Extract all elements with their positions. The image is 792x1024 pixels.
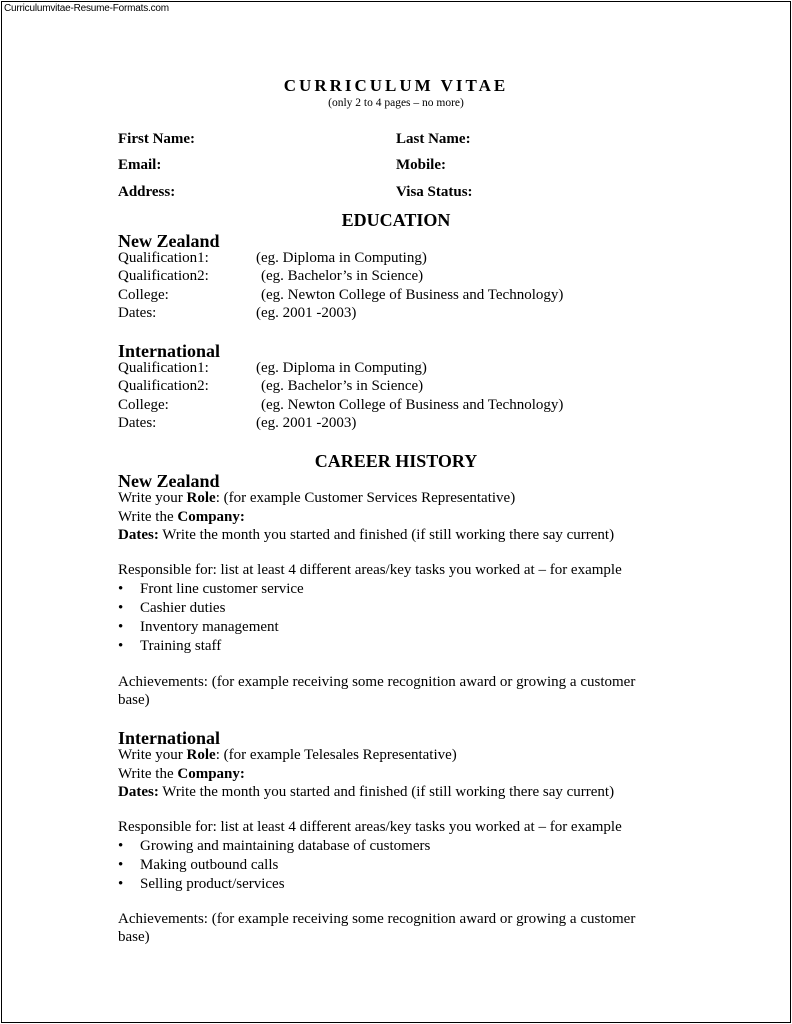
- bullet-glyph: •: [118, 638, 124, 654]
- career-intl-achievements-line1: Achievements: (for example receiving some recognition award or growing a customer: [118, 911, 636, 927]
- career-nz-achievements-line2: base): [118, 692, 150, 708]
- bullet-glyph: •: [118, 838, 124, 854]
- address-label: Address:: [118, 184, 176, 200]
- career-intl-achievements-line2: base): [118, 929, 150, 945]
- career-nz-company-line: Write the Company:: [118, 509, 245, 525]
- edu-nz-qualification1-value: (eg. Diploma in Computing): [256, 250, 427, 266]
- edu-intl-qualification2-label: Qualification2:: [118, 378, 209, 394]
- bullet-glyph: •: [118, 857, 124, 873]
- edu-intl-qualification2-value: (eg. Bachelor’s in Science): [261, 378, 424, 394]
- last-name-label: Last Name:: [396, 131, 471, 147]
- bullet-glyph: •: [118, 581, 124, 597]
- career-nz-dates-line: Dates: Write the month you started and finished (if still working there say current): [118, 527, 615, 543]
- career-intl-heading: International: [118, 728, 221, 748]
- bullet-glyph: •: [118, 600, 124, 616]
- edu-nz-qualification2-value: (eg. Bachelor’s in Science): [261, 268, 424, 284]
- career-nz-achievements-line1: Achievements: (for example receiving some recognition award or growing a customer: [118, 674, 636, 690]
- edu-intl-dates-label: Dates:: [118, 415, 157, 431]
- email-label: Email:: [118, 157, 162, 173]
- education-heading: EDUCATION: [341, 210, 451, 230]
- edu-intl-qualification1-value: (eg. Diploma in Computing): [256, 360, 427, 376]
- document-subtitle: (only 2 to 4 pages – no more): [328, 97, 464, 109]
- career-intl-responsible-line: Responsible for: list at least 4 different areas/key tasks you worked at – for example: [118, 819, 622, 835]
- visa-status-label: Visa Status:: [396, 184, 473, 200]
- watermark-text: Curriculumvitae-Resume-Formats.com: [4, 3, 169, 14]
- career-intl-company-line: Write the Company:: [118, 766, 245, 782]
- edu-nz-qualification2-label: Qualification2:: [118, 268, 209, 284]
- edu-intl-dates-value: (eg. 2001 -2003): [256, 415, 357, 431]
- education-intl-heading: International: [118, 341, 221, 361]
- career-nz-responsible-line: Responsible for: list at least 4 different areas/key tasks you worked at – for example: [118, 562, 622, 578]
- edu-intl-college-label: College:: [118, 397, 169, 413]
- edu-nz-dates-label: Dates:: [118, 305, 157, 321]
- edu-nz-dates-value: (eg. 2001 -2003): [256, 305, 357, 321]
- edu-intl-qualification1-label: Qualification1:: [118, 360, 209, 376]
- bullet-glyph: •: [118, 619, 124, 635]
- edu-intl-college-value: (eg. Newton College of Business and Technology): [261, 397, 564, 413]
- list-item: Growing and maintaining database of customers: [140, 838, 431, 854]
- career-nz-role-line: Write your Role: (for example Customer Services Representative): [118, 490, 516, 506]
- mobile-label: Mobile:: [396, 157, 446, 173]
- list-item: Cashier duties: [140, 600, 226, 616]
- career-nz-heading: New Zealand: [118, 471, 220, 491]
- document-title: CURRICULUM VITAE: [283, 76, 509, 95]
- first-name-label: First Name:: [118, 131, 196, 147]
- list-item: Inventory management: [140, 619, 279, 635]
- list-item: Making outbound calls: [140, 857, 279, 873]
- edu-nz-qualification1-label: Qualification1:: [118, 250, 209, 266]
- career-intl-role-line: Write your Role: (for example Telesales Representative): [118, 747, 457, 763]
- list-item: Selling product/services: [140, 876, 285, 892]
- bullet-glyph: •: [118, 876, 124, 892]
- edu-nz-college-value: (eg. Newton College of Business and Technology): [261, 287, 564, 303]
- career-intl-dates-line: Dates: Write the month you started and finished (if still working there say current): [118, 784, 615, 800]
- list-item: Front line customer service: [140, 581, 304, 597]
- list-item: Training staff: [140, 638, 222, 654]
- edu-nz-college-label: College:: [118, 287, 169, 303]
- career-history-heading: CAREER HISTORY: [314, 451, 478, 471]
- education-nz-heading: New Zealand: [118, 231, 220, 251]
